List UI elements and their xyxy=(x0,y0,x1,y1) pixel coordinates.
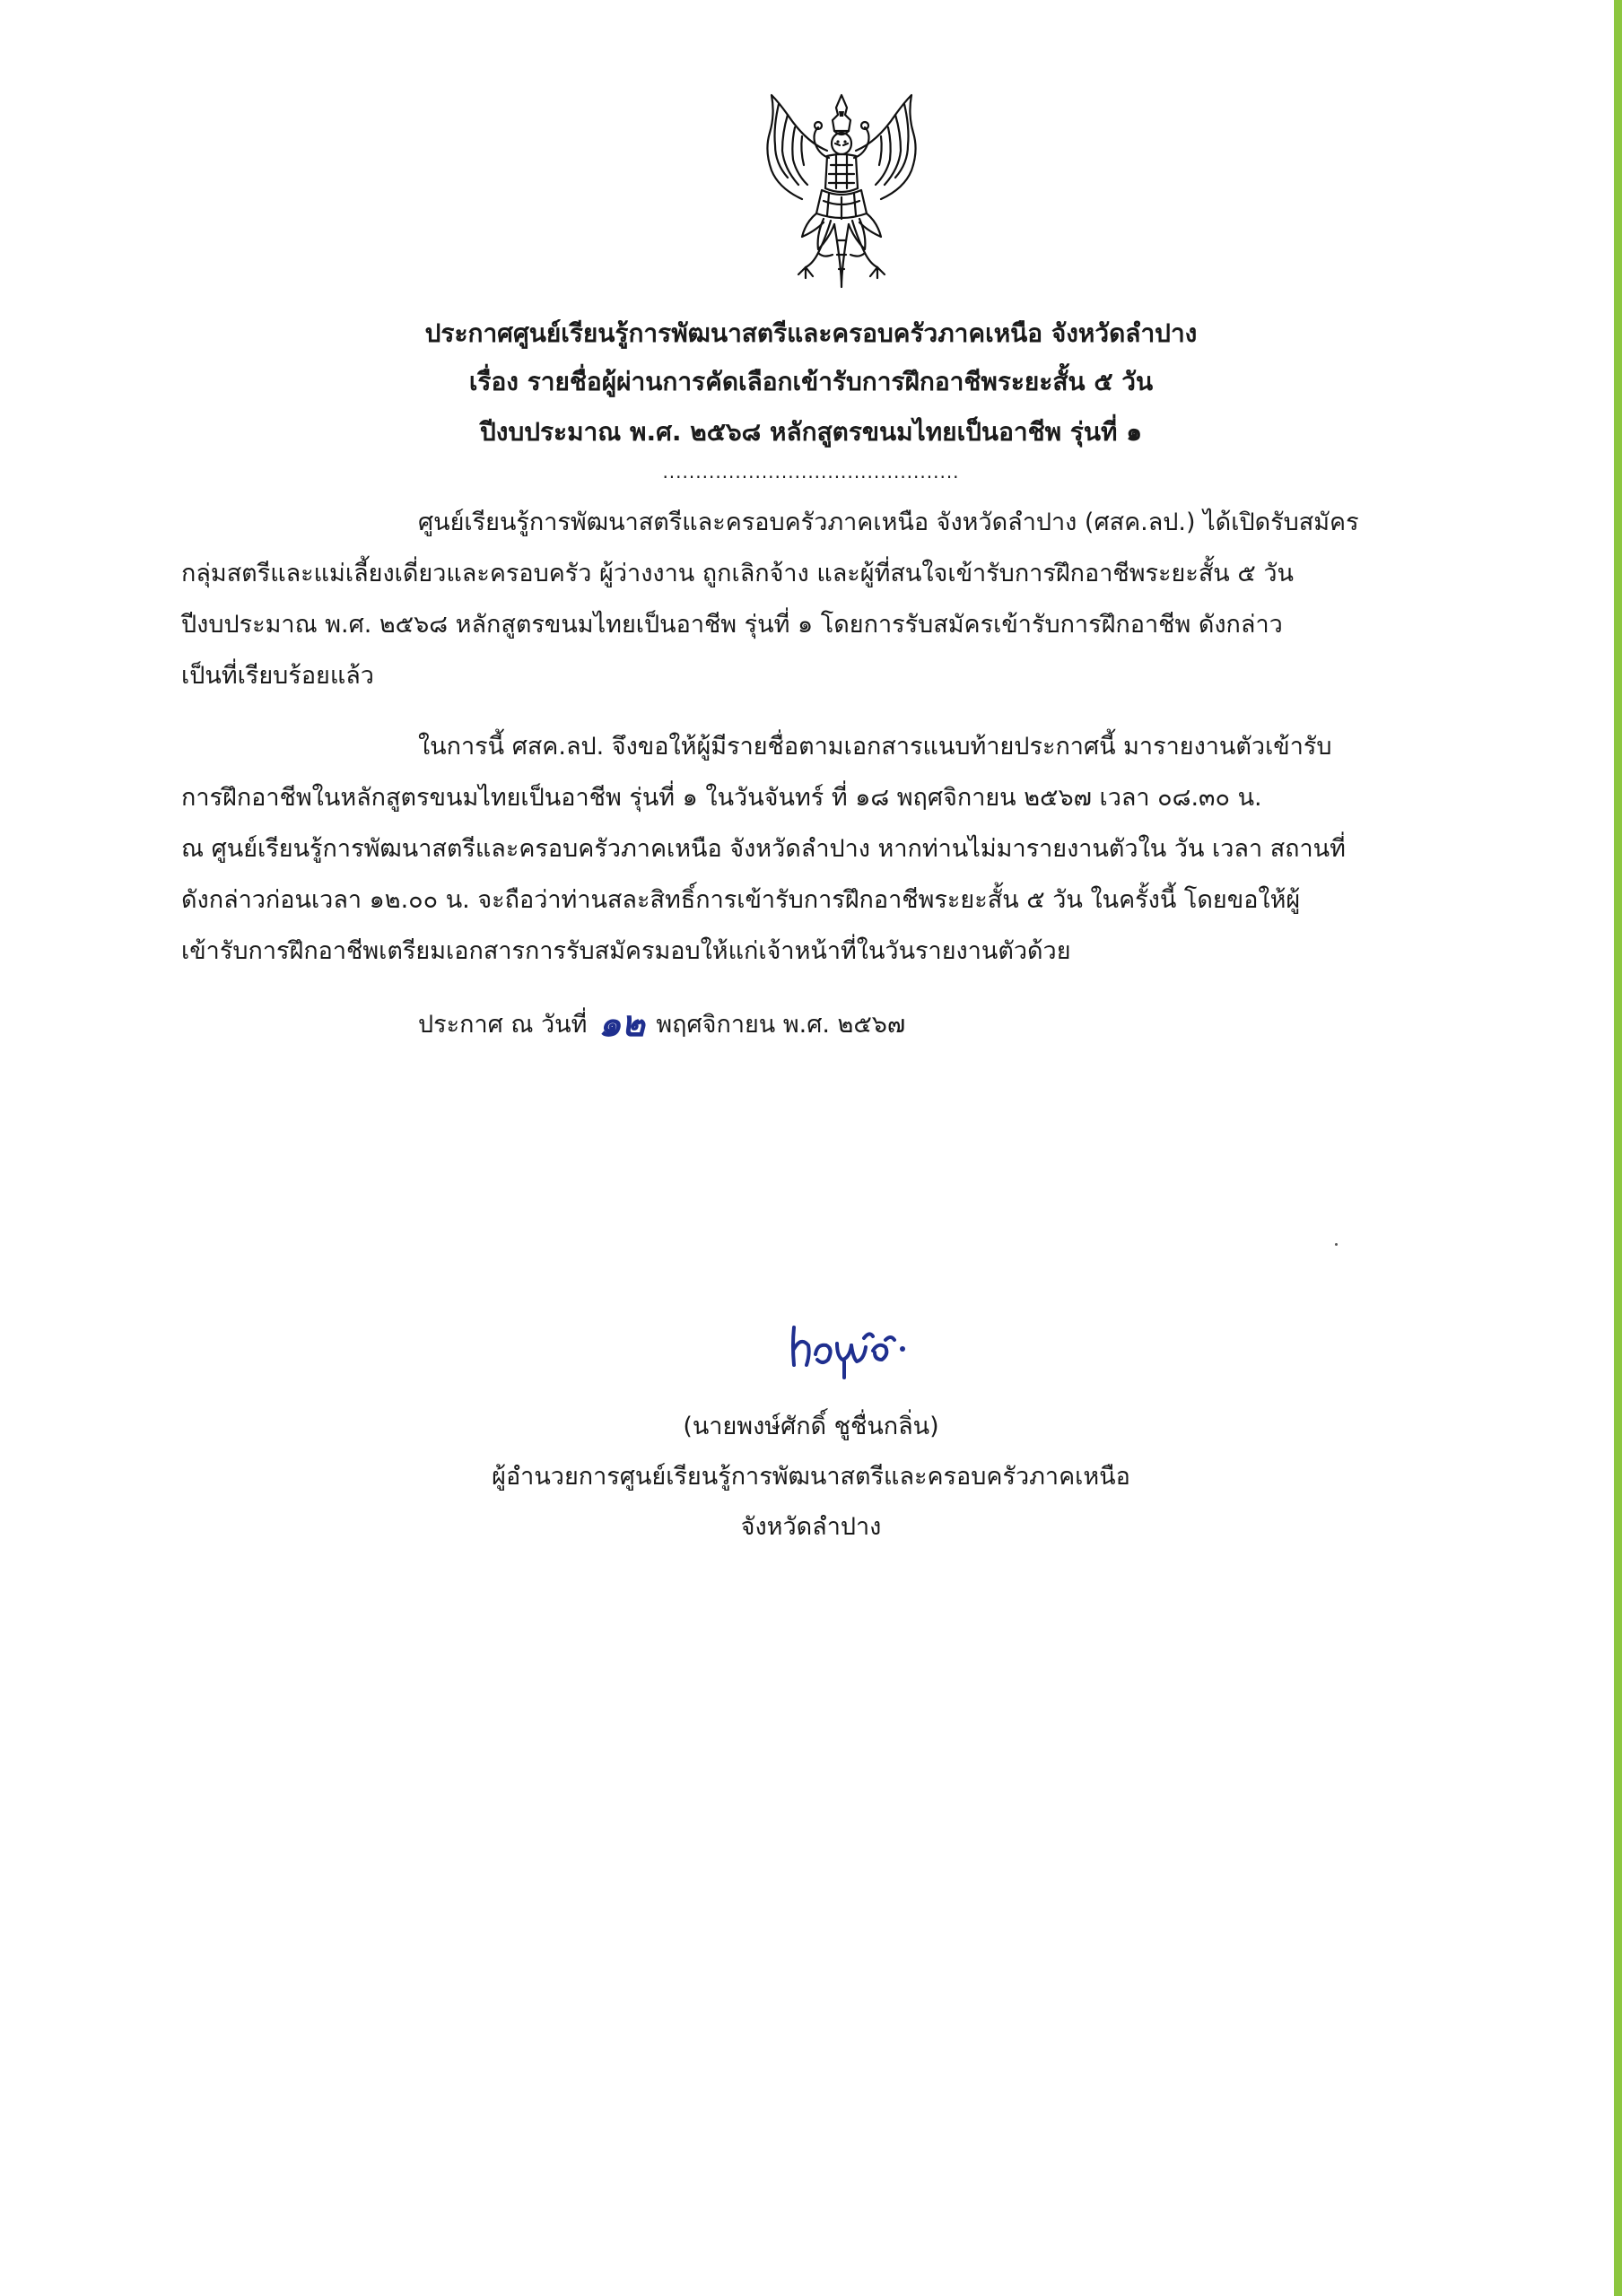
signatory-name: (นายพงษ์ศักดิ์ ชูชื่นกลิ่น) xyxy=(683,1413,939,1440)
title-separator: ............................................. xyxy=(662,461,960,483)
paragraph-2-line-5: เข้ารับการฝึกอาชีพเตรียมเอกสารการรับสมัครมอบให้แก่เจ้าหน้าที่ในวันรายงานตัวด้วย xyxy=(181,937,1071,965)
announcement-date xyxy=(418,1003,906,1045)
announcement-day-handwritten: ๑๒ xyxy=(598,1003,645,1045)
signatory-position: ผู้อำนวยการศูนย์เรียนรู้การพัฒนาสตรีและครอบครัวภาคเหนือ xyxy=(492,1463,1130,1491)
announcement-subject-line: เรื่อง รายชื่อผู้ผ่านการคัดเลือกเข้ารับการฝึกอาชีพระยะสั้น ๕ วัน xyxy=(468,367,1154,396)
announcement-date-prefix: ประกาศ ณ วันที่ xyxy=(418,1011,588,1039)
signatory-province: จังหวัดลำปาง xyxy=(740,1513,882,1541)
paragraph-1-line-4: เป็นที่เรียบร้อยแล้ว xyxy=(181,662,374,690)
paragraph-2-line-4: ดังกล่าวก่อนเวลา ๑๒.๐๐ น. จะถือว่าท่านสละสิทธิ์การเข้ารับการฝึกอาชีพระยะสั้น ๕ วัน ในครั้งนี้ โดยขอให้ผู้ xyxy=(181,886,1301,914)
paragraph-2-line-3: ณ ศูนย์เรียนรู้การพัฒนาสตรีและครอบครัวภาคเหนือ จังหวัดลำปาง หากท่านไม่มารายงานตัวใน วัน เวลา สถานที่ xyxy=(181,835,1346,863)
announcement-title-line-1: ประกาศศูนย์เรียนรู้การพัฒนาสตรีและครอบครัวภาคเหนือ จังหวัดลำปาง xyxy=(424,318,1198,348)
announcement-date-suffix: พฤศจิกายน พ.ศ. ๒๕๖๗ xyxy=(656,1011,906,1039)
page-edge-green-stripe xyxy=(1614,0,1622,2296)
paragraph-1-line-1: ศูนย์เรียนรู้การพัฒนาสตรีและครอบครัวภาคเหนือ จังหวัดลำปาง (ศสค.ลป.) ได้เปิดรับสมัคร xyxy=(418,509,1359,536)
paragraph-2-line-1: ในการนี้ ศสค.ลป. จึงขอให้ผู้มีรายชื่อตามเอกสารแนบท้ายประกาศนี้ มารายงานตัวเข้ารับ xyxy=(418,733,1332,761)
paragraph-1-line-2: กลุ่มสตรีและแม่เลี้ยงเดี่ยวและครอบครัว ผู้ว่างงาน ถูกเลิกจ้าง และผู้ที่สนใจเข้ารับการฝึกอาชีพระยะสั้น ๕ วัน xyxy=(181,560,1294,587)
signature-handwritten xyxy=(785,1318,911,1381)
garuda-emblem-icon xyxy=(752,88,931,294)
paragraph-1-line-3: ปีงบประมาณ พ.ศ. ๒๕๖๘ หลักสูตรขนมไทยเป็นอาชีพ รุ่นที่ ๑ โดยการรับสมัครเข้ารับการฝึกอาชีพ ดังกล่าว xyxy=(181,611,1283,639)
scan-speck xyxy=(1335,1243,1338,1246)
paragraph-2-line-2: การฝึกอาชีพในหลักสูตรขนมไทยเป็นอาชีพ รุ่นที่ ๑ ในวันจันทร์ ที่ ๑๘ พฤศจิกายน ๒๕๖๗ เวลา ๐๘.๓๐ น. xyxy=(181,784,1262,812)
announcement-title-line-3: ปีงบประมาณ พ.ศ. ๒๕๖๘ หลักสูตรขนมไทยเป็นอาชีพ รุ่นที่ ๑ xyxy=(480,417,1142,447)
